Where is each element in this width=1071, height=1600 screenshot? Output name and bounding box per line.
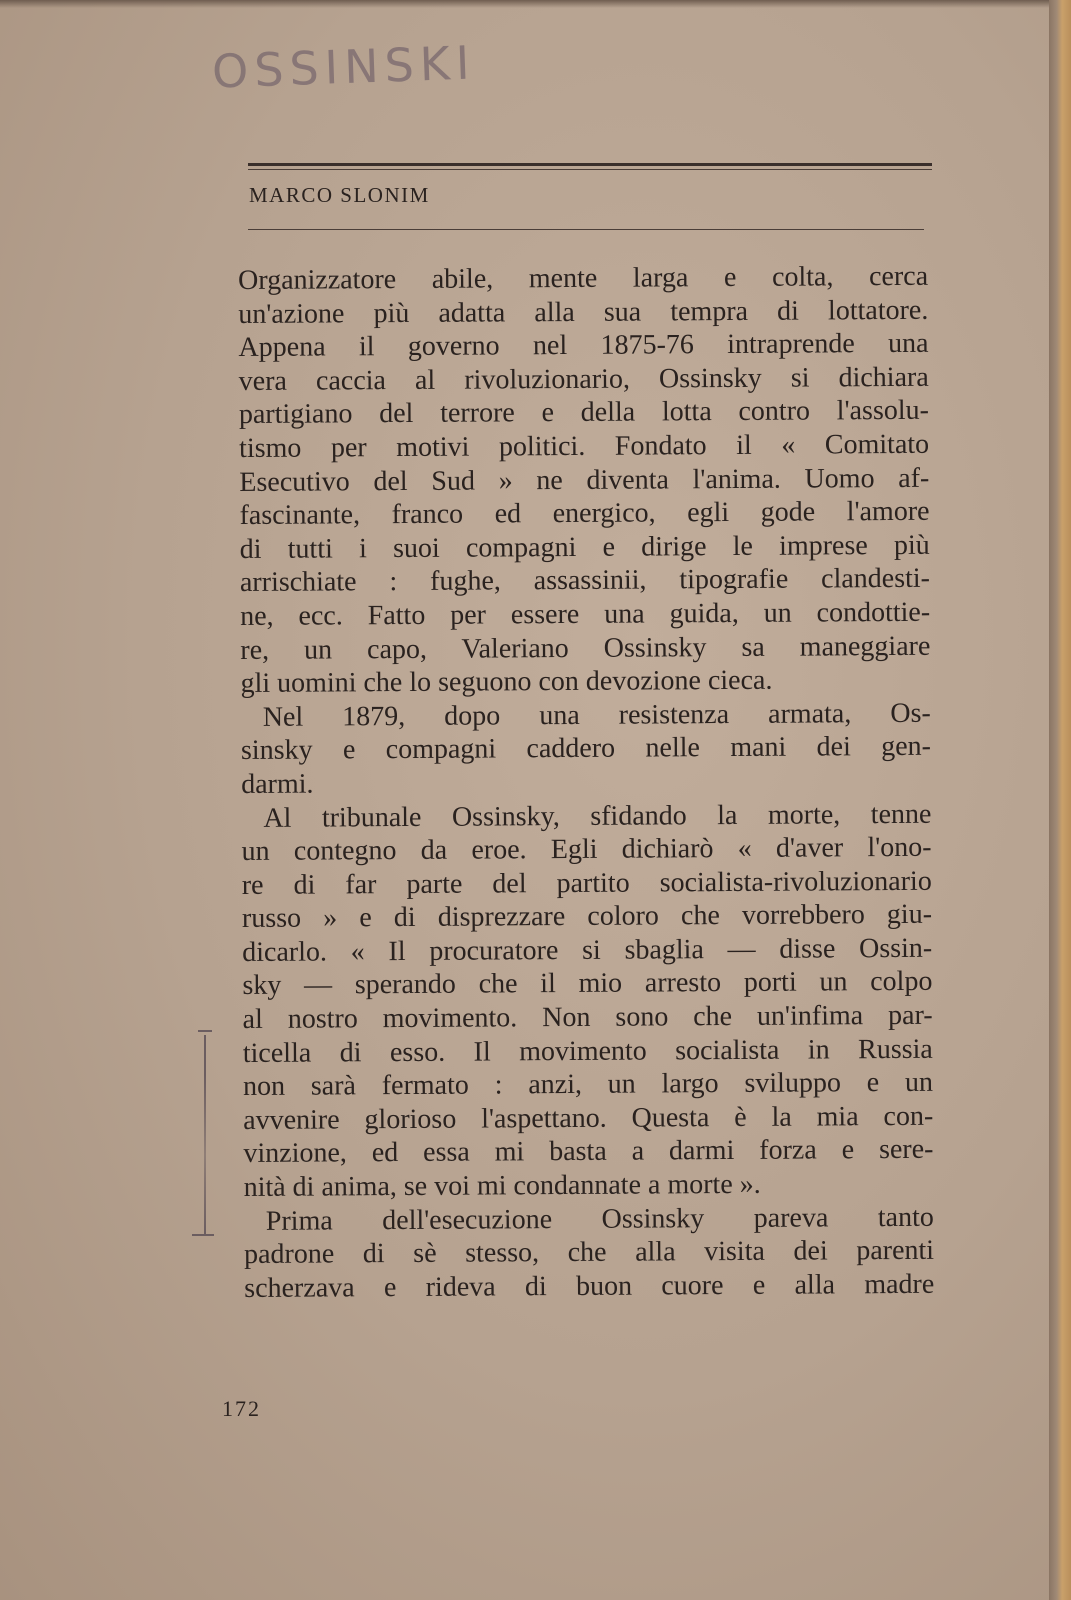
text-line: sinsky e compagni caddero nelle mani dei gen- [240,731,932,767]
handwritten-annotation: OSSINSKI [211,35,477,99]
text-line: vera caccia al rivoluzionario, Ossinsky si dichiara [238,361,929,397]
margin-mark-foot [192,1234,214,1236]
text-line: padrone di sè stesso, che alla visita dei parenti [243,1234,935,1271]
text-line: nità di anima, se voi mi condannate a morte ». [243,1168,761,1204]
text-line: ne, ecc. Fatto per essere una guida, un condottie- [240,596,931,632]
text-line: vinzione, ed essa mi basta a darmi forza e sere- [243,1134,934,1170]
text-line: avvenire glorioso l'aspettano. Questa è la mia con- [243,1100,934,1136]
text-line: un'azione più adatta alla sua tempra di lottatore. [238,294,929,330]
text-line: russo » e di disprezzare coloro che vorrebbero giu- [241,899,933,935]
text-line: un contegno da eroe. Egli dichiarò « d'aver l'ono- [241,831,932,868]
text-line: tismo per motivi politici. Fondato il « Comitato [239,428,930,464]
text-line: Appena il governo nel 1875-76 intraprende una [238,327,929,364]
margin-mark-head [198,1030,212,1032]
page-number: 172 [222,1396,261,1421]
text-line: arrischiate : fughe, assassinii, tipografie clandesti- [239,563,931,599]
text-line: Al tribunale Ossinsky, sfidando la morte, tenne [263,798,932,834]
header-rule-thick [248,163,932,166]
text-line: Esecutivo del Sud » ne diventa l'anima. Uomo af- [239,462,930,498]
text-line: dicarlo. « Il procuratore si sbaglia — disse Ossin- [242,932,933,968]
text-line: scherzava e rideva di buon cuore e alla madre [244,1268,935,1304]
text-line: Nel 1879, dopo una resistenza armata, Os- [262,697,931,733]
text-line: fascinante, franco ed energico, egli gode l'amore [239,495,930,532]
margin-mark-bracket [204,1035,206,1235]
text-line: partigiano del terrore e della lotta contro l'assolu- [238,395,930,431]
text-line: al nostro movimento. Non sono che un'infima par- [242,999,933,1036]
book-spine-edge [1049,0,1071,1600]
body-text [238,260,934,1306]
text-line: re di far parte del partito socialista-rivoluzionario [241,865,932,901]
text-line: re, un capo, Valeriano Ossinsky sa maneggiare [240,630,931,666]
text-line: gli uomini che lo seguono con devozione cieca. [240,664,773,700]
running-head-author: MARCO SLONIM [249,183,430,207]
header-rule-thin [248,169,932,170]
page-top-edge [0,0,1071,8]
text-line: darmi. [241,768,314,800]
text-line: sky — sperando che il mio arresto porti un colpo [242,966,933,1002]
text-line: ticella di esso. Il movimento socialista in Russia [242,1033,933,1069]
text-line: Prima dell'esecuzione Ossinsky pareva tanto [265,1201,934,1237]
text-line: di tutti i suoi compagni e dirige le imprese più [239,529,930,565]
header-rule-bottom [248,229,924,230]
text-line: Organizzatore abile, mente larga e colta, cerca [238,260,929,296]
text-line: non sarà fermato : anzi, un largo sviluppo e un [242,1067,934,1103]
